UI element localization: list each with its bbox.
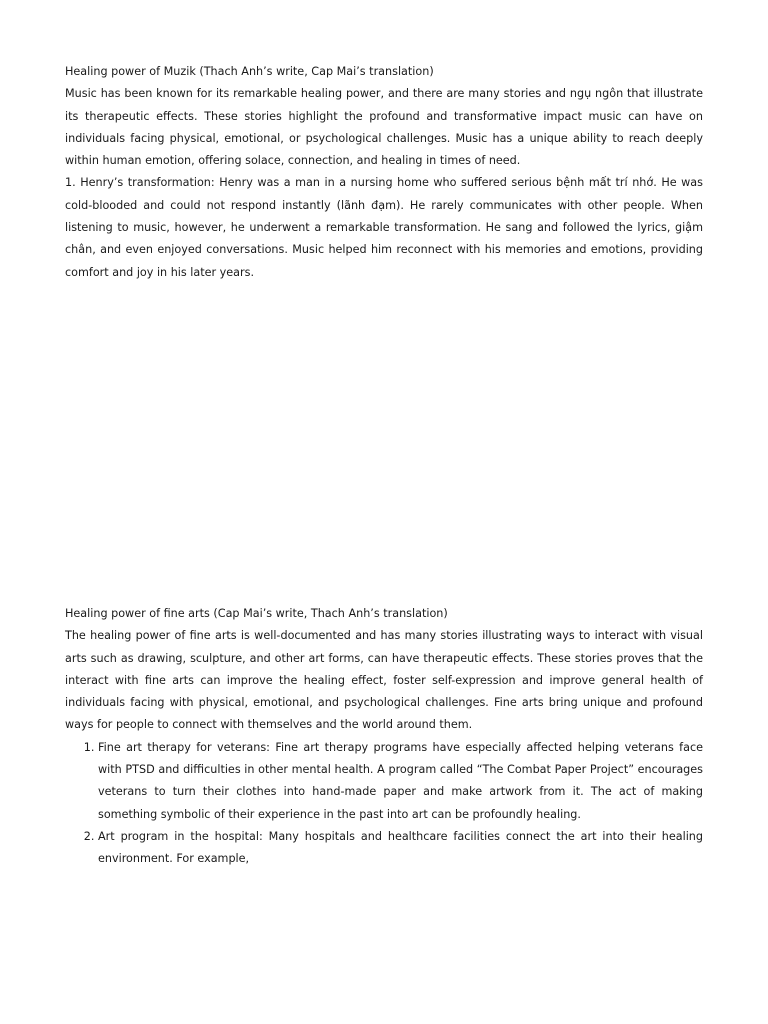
fine-arts-section [65,603,703,871]
fine-arts-intro-paragraph: The healing power of fine arts is well-documented and has many stories illustrating ways to interact with visual arts such as drawing, sculpture, and other art forms, can have therapeutic effects. These stories proves that the interact with fine arts can improve the healing effect, foster self-expression and improve general health of individuals facing with physical, emotional, and psychological challenges. Fine arts bring unique and profound ways for people to connect with themselves and the world around them. [65,629,703,732]
music-intro-paragraph: Music has been known for its remarkable healing power, and there are many stories and ngụ ngôn that illustrate its therapeutic effects. These stories highlight the profound and transformative impact music can have on individuals facing physical, emotional, or psychological challenges. Music has a unique ability to reach deeply within human emotion, offering solace, connection, and healing in times of need. [65,87,703,168]
music-section [65,61,703,284]
fine-arts-section-heading: Healing power of fine arts (Cap Mai’s write, Thach Anh’s translation) [65,607,448,620]
music-section-heading: Healing power of Muzik (Thach Anh’s write, Cap Mai’s translation) [65,65,434,78]
list-item-veterans: 1. Fine art therapy for veterans: Fine art therapy programs have especially affected helping veterans face with PTSD and difficulties in other mental health. A program called “The Combat Paper Project” encourages veterans to turn their clothes into hand-made paper and make artwork from it. The act of making something symbolic of their experience in the past into art can be profoundly healing. [98,737,703,826]
fine-arts-story-list [65,737,703,871]
henry-story-paragraph: 1. Henry’s transformation: Henry was a man in a nursing home who suffered serious bệnh mất trí nhớ. He was cold-blooded and could not respond instantly (lãnh đạm). He rarely communicates with other people. When listening to music, however, he underwent a remarkable transformation. He sang and followed the lyrics, giậm chân, and even enjoyed conversations. Music helped him reconnect with his memories and emotions, providing comfort and joy in his later years. [65,176,703,279]
list-item-hospital: 2. Art program in the hospital: Many hospitals and healthcare facilities connect the art into their healing environment. For example, [98,826,703,871]
